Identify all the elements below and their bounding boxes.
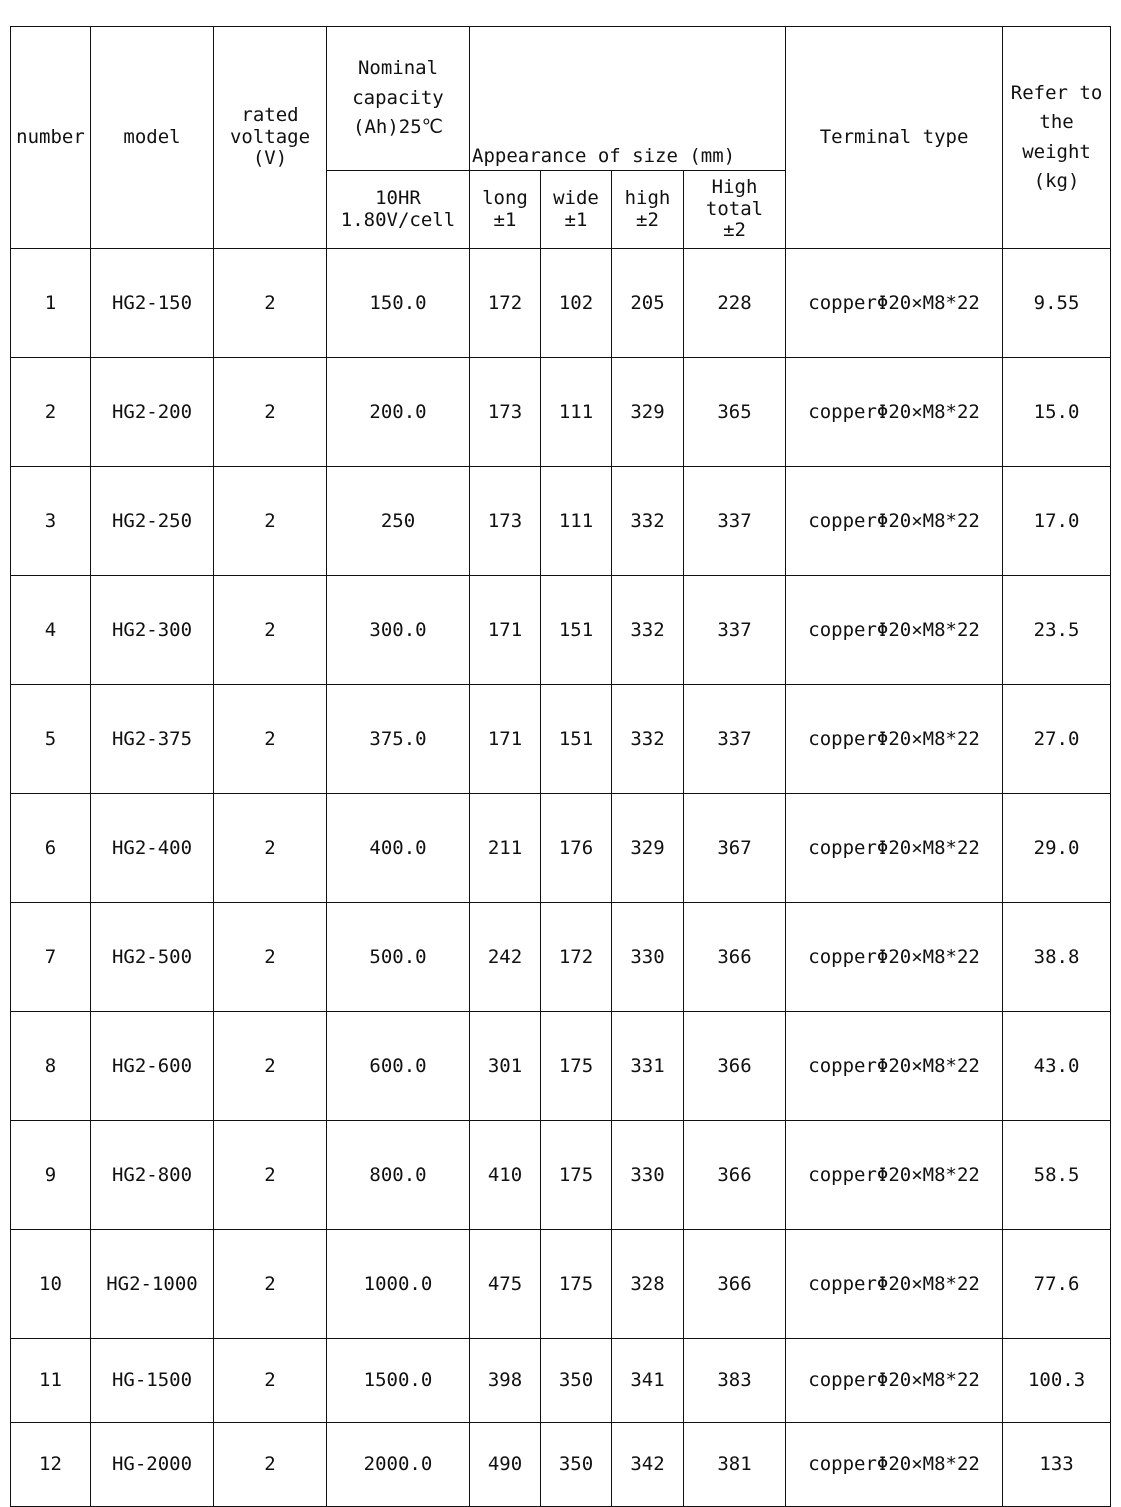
cell-terminal: copperΦ20×M8*22 [786, 358, 1003, 467]
header-weight: Refer to the weight (kg) [1003, 27, 1111, 249]
cell-number: 1 [11, 249, 91, 358]
cell-terminal: copperΦ20×M8*22 [786, 1230, 1003, 1339]
cell-model: HG2-375 [91, 685, 214, 794]
cell-number: 11 [11, 1339, 91, 1423]
cell-high-total: 383 [684, 1339, 786, 1423]
cell-high: 332 [612, 685, 684, 794]
cell-capacity: 600.0 [327, 1012, 470, 1121]
cell-terminal: copperΦ20×M8*22 [786, 903, 1003, 1012]
cell-high: 332 [612, 467, 684, 576]
cell-wide: 350 [541, 1339, 612, 1423]
table-row [11, 1339, 1111, 1423]
cell-capacity: 375.0 [327, 685, 470, 794]
cell-terminal: copperΦ20×M8*22 [786, 1423, 1003, 1507]
cell-weight: 43.0 [1003, 1012, 1111, 1121]
cell-voltage: 2 [214, 467, 327, 576]
cell-number: 10 [11, 1230, 91, 1339]
cell-high-total: 367 [684, 794, 786, 903]
battery-spec-table [10, 26, 1111, 1507]
cell-model: HG2-1000 [91, 1230, 214, 1339]
cell-capacity: 500.0 [327, 903, 470, 1012]
cell-high-total: 366 [684, 903, 786, 1012]
cell-terminal: copperΦ20×M8*22 [786, 249, 1003, 358]
cell-wide: 111 [541, 358, 612, 467]
cell-number: 4 [11, 576, 91, 685]
cell-high: 330 [612, 903, 684, 1012]
table-row [11, 685, 1111, 794]
cell-voltage: 2 [214, 1423, 327, 1507]
cell-high-total: 365 [684, 358, 786, 467]
cell-long: 171 [470, 685, 541, 794]
cell-wide: 175 [541, 1012, 612, 1121]
cell-high-total: 337 [684, 576, 786, 685]
cell-number: 5 [11, 685, 91, 794]
cell-number: 8 [11, 1012, 91, 1121]
table-row [11, 467, 1111, 576]
cell-high: 205 [612, 249, 684, 358]
cell-model: HG2-200 [91, 358, 214, 467]
header-long: long ±1 [470, 171, 541, 249]
cell-long: 475 [470, 1230, 541, 1339]
cell-number: 2 [11, 358, 91, 467]
table-row [11, 576, 1111, 685]
cell-long: 242 [470, 903, 541, 1012]
cell-voltage: 2 [214, 1339, 327, 1423]
cell-model: HG2-400 [91, 794, 214, 903]
cell-high-total: 381 [684, 1423, 786, 1507]
cell-model: HG2-300 [91, 576, 214, 685]
header-model: model [91, 27, 214, 249]
table-row [11, 1423, 1111, 1507]
cell-high: 329 [612, 794, 684, 903]
cell-terminal: copperΦ20×M8*22 [786, 576, 1003, 685]
cell-model: HG2-800 [91, 1121, 214, 1230]
cell-capacity: 300.0 [327, 576, 470, 685]
header-nominal-capacity: Nominal capacity (Ah)25℃ [327, 27, 470, 171]
header-rated-voltage: rated voltage (V) [214, 27, 327, 249]
cell-high: 341 [612, 1339, 684, 1423]
cell-number: 6 [11, 794, 91, 903]
cell-high-total: 337 [684, 685, 786, 794]
header-discharge-rate: 10HR 1.80V/cell [327, 171, 470, 249]
cell-terminal: copperΦ20×M8*22 [786, 1121, 1003, 1230]
cell-weight: 9.55 [1003, 249, 1111, 358]
cell-weight: 15.0 [1003, 358, 1111, 467]
cell-terminal: copperΦ20×M8*22 [786, 1012, 1003, 1121]
cell-capacity: 1500.0 [327, 1339, 470, 1423]
table-row [11, 358, 1111, 467]
cell-high: 328 [612, 1230, 684, 1339]
table-row [11, 794, 1111, 903]
cell-number: 3 [11, 467, 91, 576]
cell-capacity: 250 [327, 467, 470, 576]
cell-capacity: 1000.0 [327, 1230, 470, 1339]
table-row [11, 1230, 1111, 1339]
cell-model: HG2-250 [91, 467, 214, 576]
table-body [11, 249, 1111, 1507]
table-row [11, 1121, 1111, 1230]
cell-wide: 350 [541, 1423, 612, 1507]
table-row [11, 249, 1111, 358]
cell-long: 211 [470, 794, 541, 903]
cell-capacity: 400.0 [327, 794, 470, 903]
cell-long: 490 [470, 1423, 541, 1507]
header-high: high ±2 [612, 171, 684, 249]
cell-weight: 17.0 [1003, 467, 1111, 576]
cell-terminal: copperΦ20×M8*22 [786, 467, 1003, 576]
cell-model: HG2-600 [91, 1012, 214, 1121]
cell-voltage: 2 [214, 358, 327, 467]
cell-high-total: 337 [684, 467, 786, 576]
cell-wide: 175 [541, 1230, 612, 1339]
header-number: number [11, 27, 91, 249]
cell-voltage: 2 [214, 903, 327, 1012]
cell-high-total: 228 [684, 249, 786, 358]
cell-terminal: copperΦ20×M8*22 [786, 685, 1003, 794]
cell-capacity: 800.0 [327, 1121, 470, 1230]
cell-model: HG2-500 [91, 903, 214, 1012]
cell-capacity: 150.0 [327, 249, 470, 358]
cell-high: 329 [612, 358, 684, 467]
cell-long: 301 [470, 1012, 541, 1121]
cell-high-total: 366 [684, 1230, 786, 1339]
header-wide: wide ±1 [541, 171, 612, 249]
cell-weight: 100.3 [1003, 1339, 1111, 1423]
cell-model: HG2-150 [91, 249, 214, 358]
cell-voltage: 2 [214, 685, 327, 794]
table-row [11, 1012, 1111, 1121]
cell-high: 330 [612, 1121, 684, 1230]
cell-voltage: 2 [214, 1012, 327, 1121]
cell-wide: 151 [541, 576, 612, 685]
cell-wide: 176 [541, 794, 612, 903]
cell-high: 332 [612, 576, 684, 685]
cell-wide: 111 [541, 467, 612, 576]
cell-high: 331 [612, 1012, 684, 1121]
cell-high: 342 [612, 1423, 684, 1507]
cell-weight: 38.8 [1003, 903, 1111, 1012]
cell-voltage: 2 [214, 1121, 327, 1230]
header-high-total: High total ±2 [684, 171, 786, 249]
cell-high-total: 366 [684, 1121, 786, 1230]
cell-weight: 29.0 [1003, 794, 1111, 903]
cell-model: HG-1500 [91, 1339, 214, 1423]
cell-terminal: copperΦ20×M8*22 [786, 794, 1003, 903]
cell-number: 7 [11, 903, 91, 1012]
cell-number: 12 [11, 1423, 91, 1507]
cell-model: HG-2000 [91, 1423, 214, 1507]
cell-wide: 151 [541, 685, 612, 794]
cell-long: 172 [470, 249, 541, 358]
cell-wide: 172 [541, 903, 612, 1012]
cell-wide: 175 [541, 1121, 612, 1230]
cell-weight: 77.6 [1003, 1230, 1111, 1339]
cell-capacity: 2000.0 [327, 1423, 470, 1507]
cell-weight: 58.5 [1003, 1121, 1111, 1230]
cell-voltage: 2 [214, 794, 327, 903]
cell-voltage: 2 [214, 576, 327, 685]
header-appearance-size: Appearance of size (mm) [470, 27, 786, 171]
cell-weight: 133 [1003, 1423, 1111, 1507]
cell-number: 9 [11, 1121, 91, 1230]
table-row [11, 903, 1111, 1012]
cell-wide: 102 [541, 249, 612, 358]
cell-terminal: copperΦ20×M8*22 [786, 1339, 1003, 1423]
cell-long: 410 [470, 1121, 541, 1230]
cell-weight: 27.0 [1003, 685, 1111, 794]
header-terminal-type: Terminal type [786, 27, 1003, 249]
cell-capacity: 200.0 [327, 358, 470, 467]
cell-long: 171 [470, 576, 541, 685]
cell-long: 173 [470, 467, 541, 576]
cell-long: 398 [470, 1339, 541, 1423]
cell-high-total: 366 [684, 1012, 786, 1121]
cell-weight: 23.5 [1003, 576, 1111, 685]
cell-voltage: 2 [214, 249, 327, 358]
cell-voltage: 2 [214, 1230, 327, 1339]
battery-spec-sheet [10, 26, 1110, 1477]
cell-long: 173 [470, 358, 541, 467]
